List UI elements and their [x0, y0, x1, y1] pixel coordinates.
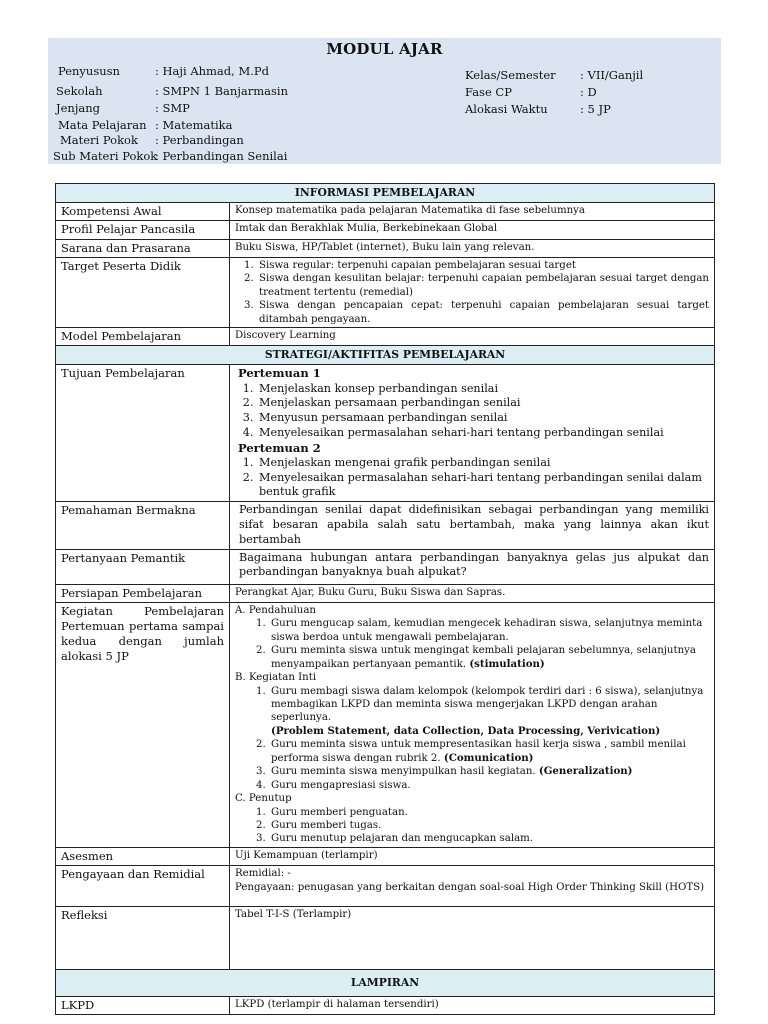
list-item: 3. Menyusun persamaan perbandingan senilai [257, 411, 709, 426]
section-lampiran: LAMPIRAN [56, 970, 715, 997]
list-item: 3. Guru menutup pelajaran dan mengucapkan salam. [269, 832, 709, 845]
target-list [235, 259, 709, 326]
row-persiapan: Persiapan Pembelajaran Perangkat Ajar, Buku Guru, Buku Siswa dan Sapras. [56, 584, 715, 602]
inti-title: B. Kegiatan Inti [235, 672, 317, 684]
row-kompetensi: Kompetensi Awal Konsep matematika pada pelajaran Matematika di fase sebelumnya [56, 203, 715, 221]
list-item: 3. Guru meminta siswa menyimpulkan hasil kegiatan. (Generalization) [269, 765, 709, 778]
lesson-table [55, 183, 715, 1015]
remidial-text: Remidial: - [235, 868, 291, 880]
list-item: 2. Guru memberi tugas. [269, 819, 709, 832]
section-informasi: INFORMASI PEMBELAJARAN [56, 184, 715, 203]
row-target: Target Peserta Didik 1. Siswa regular: terpenuhi capaian pembelajaran sesuai target 2. Siswa dengan kesulitan belajar: terpenuhi capaian pembelajaran sesuai target dengan treatment tertentu (remedial) 3. Siswa dengan pencapaian cepat: terpenuhi capaian pembelajaran sesuai target ditambah pengayaan. [56, 257, 715, 327]
inti-list [235, 685, 709, 793]
row-sarana: Sarana dan Prasarana Buku Siswa, HP/Tablet (internet), Buku lain yang relevan. [56, 239, 715, 257]
list-item: 1. Menjelaskan mengenai grafik perbandingan senilai [257, 456, 709, 471]
row-pemahaman: Pemahaman Bermakna Perbandingan senilai dapat didefinisikan sebagai perbandingan yang memiliki sifat besaran apabila salah satu bertambah, maka yang lainnya akan ikut bertambah [56, 502, 715, 549]
row-pertanyaan: Pertanyaan Pemantik Bagaimana hubungan antara perbandingan banyaknya gelas jus alpukat dan perbandingan banyaknya buah alpukat? [56, 549, 715, 584]
penutup-title: C. Penutup [235, 793, 292, 805]
document-title: MODUL AJAR [326, 40, 443, 58]
list-item: 1. Guru membagi siswa dalam kelompok (kelompok terdiri dari : 6 siswa), selanjutnya membagikan LKPD dan meminta siswa mengerjakan LKPD dengan arahan seperlunya. (Problem Statement, data Collection, Data Processing, Verivication) [269, 685, 709, 739]
penutup-list [235, 806, 709, 846]
list-item: 2. Guru meminta siswa untuk mengingat kembali pelajaran sebelumnya, selanjutnya menyampaikan pertanyaan pemantik. (stimulation) [269, 644, 709, 671]
row-model: Model Pembelajaran Discovery Learning [56, 328, 715, 346]
row-pengayaan: Pengayaan dan Remidial Remidial: - Pengayaan: penugasan yang berkaitan dengan soal-soal High Order Thinking Skill (HOTS) [56, 866, 715, 907]
pertemuan-2-list [235, 456, 709, 500]
row-refleksi: Refleksi Tabel T-I-S (Terlampir) [56, 907, 715, 970]
list-item: 1. Guru mengucap salam, kemudian mengecek kehadiran siswa, selanjutnya meminta siswa berdoa untuk mengawali pembelajaran. [269, 617, 709, 644]
pendahuluan-list [235, 617, 709, 671]
list-item: 2. Siswa dengan kesulitan belajar: terpenuhi capaian pembelajaran sesuai target dengan treatment tertentu (remedial) [257, 272, 709, 299]
list-item: 2. Menyelesaikan permasalahan sehari-hari tentang perbandingan senilai dalam bentuk grafik [257, 471, 709, 501]
list-item: 4. Guru mengapresiasi siswa. [269, 779, 709, 792]
row-asesmen: Asesmen Uji Kemampuan (terlampir) [56, 847, 715, 865]
document-header: MODUL AJAR Penyususn : Haji Ahmad, M.Pd Sekolah : SMPN 1 Banjarmasin Jenjang : SMP Mata Pelajaran : Matematika Materi Pokok : Perbandingan Sub Materi Pokok : Perbandingan Senilai Kelas/Semester : VII/Ganjil Fase CP : D Alokasi Waktu : 5 JP [48, 38, 721, 164]
pertemuan-2-title: Pertemuan 2 [238, 440, 321, 455]
list-item: 1. Menjelaskan konsep perbandingan senilai [257, 382, 709, 397]
row-profil: Profil Pelajar Pancasila Imtak dan Berakhlak Mulia, Berkebinekaan Global [56, 221, 715, 239]
row-kegiatan: Kegiatan Pembelajaran Pertemuan pertama sampai kedua dengan jumlah alokasi 5 JP A. Pendahuluan 1. Guru mengucap salam, kemudian mengecek kehadiran siswa, selanjutnya meminta siswa berdoa untuk mengawali pembelajaran. 2. Guru meminta siswa untuk mengingat kembali pelajaran sebelumnya, selanjutnya menyampaikan pertanyaan pemantik. (stimulation) B. Kegiatan Inti 1. Guru membagi siswa dalam kelompok (kelompok terdiri dari : 6 siswa), selanjutnya membagikan LKPD dan meminta siswa mengerjakan LKPD dengan arahan seperlunya. (Problem Statement, data Collection, Data Processing, Verivication) 2. Guru meminta siswa untuk mempresentasikan hasil kerja siswa , sambil menilai performa siswa dengan rubrik 2. (Comunication) 3. Guru meminta siswa menyimpulkan hasil kegiatan. (Generalization) 4. Guru mengapresiasi siswa. C. Penutup 1. Guru memberi penguatan. 2. Guru memberi tugas. 3. Guru menutup pelajaran dan mengucapkan salam. [56, 602, 715, 847]
list-item: 4. Menyelesaikan permasalahan sehari-hari tentang perbandingan senilai [257, 426, 709, 441]
list-item: 1. Guru memberi penguatan. [269, 806, 709, 819]
row-tujuan: Tujuan Pembelajaran Pertemuan 1 1. Menjelaskan konsep perbandingan senilai 2. Menjelaskan persamaan perbandingan senilai 3. Menyusun persamaan perbandingan senilai 4. Menyelesaikan permasalahan sehari-hari tentang perbandingan senilai Pertemuan 2 1. Menjelaskan mengenai grafik perbandingan senilai 2. Menyelesaikan permasalahan sehari-hari tentang perbandingan senilai dalam bentuk grafik [56, 365, 715, 502]
pertemuan-1-list [235, 382, 709, 441]
section-strategi: STRATEGI/AKTIFITAS PEMBELAJARAN [56, 346, 715, 365]
pertemuan-1-title: Pertemuan 1 [238, 366, 321, 381]
pengayaan-text: Pengayaan: penugasan yang berkaitan dengan soal-soal High Order Thinking Skill (HOTS) [235, 881, 705, 893]
list-item: 3. Siswa dengan pencapaian cepat: terpenuhi capaian pembelajaran sesuai target ditambah pengayaan. [257, 299, 709, 326]
list-item: 1. Siswa regular: terpenuhi capaian pembelajaran sesuai target [257, 259, 709, 272]
row-lkpd: LKPD LKPD (terlampir di halaman tersendiri) [56, 997, 715, 1015]
list-item: 2. Menjelaskan persamaan perbandingan senilai [257, 396, 709, 411]
pendahuluan-title: A. Pendahuluan [235, 604, 316, 616]
list-item: 2. Guru meminta siswa untuk mempresentasikan hasil kerja siswa , sambil menilai performa siswa dengan rubrik 2. (Comunication) [269, 738, 709, 765]
